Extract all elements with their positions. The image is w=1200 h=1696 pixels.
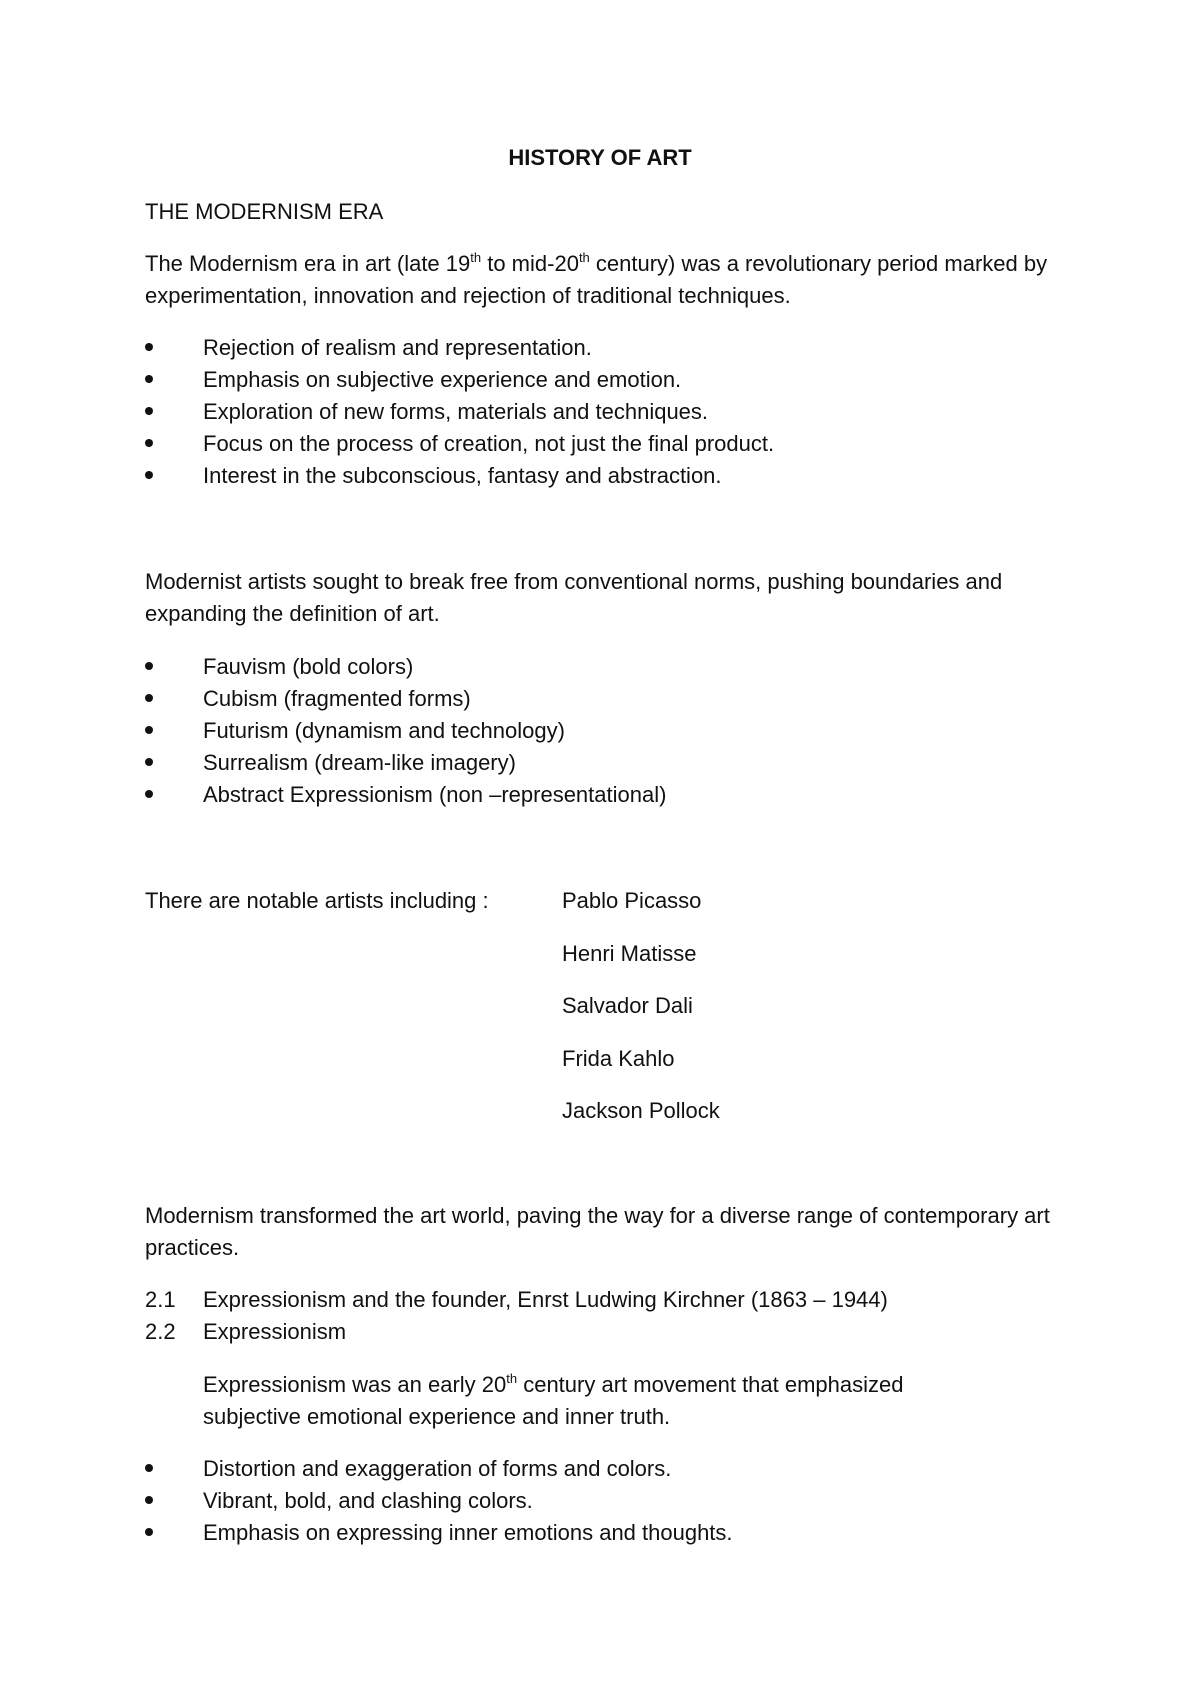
numbered-list bbox=[145, 1284, 1065, 1348]
item-number: 2.2 bbox=[145, 1319, 176, 1344]
artists-label: There are notable artists including : bbox=[145, 888, 489, 913]
section-heading: THE MODERNISM ERA bbox=[145, 199, 384, 224]
list-item: Vibrant, bold, and clashing colors. bbox=[145, 1485, 1065, 1517]
intro-text-2: to mid-20 bbox=[481, 251, 579, 276]
list-item: Jackson Pollock bbox=[562, 1098, 720, 1123]
list-item: Emphasis on expressing inner emotions and thoughts. bbox=[145, 1517, 1065, 1549]
expressionism-text-1: Expressionism was an early 20 bbox=[203, 1372, 507, 1397]
list-item: Salvador Dali bbox=[562, 993, 693, 1018]
list-item: Distortion and exaggeration of forms and colors. bbox=[145, 1453, 1065, 1485]
intro-sup-2: th bbox=[578, 250, 590, 265]
list-item: Abstract Expressionism (non –representational) bbox=[145, 779, 1065, 811]
bullet-icon bbox=[145, 1496, 153, 1504]
list-item: Fauvism (bold colors) bbox=[145, 651, 1065, 683]
bullet-icon bbox=[145, 662, 153, 670]
bullet-icon bbox=[145, 343, 153, 351]
bullet-icon bbox=[145, 407, 153, 415]
list-item: Interest in the subconscious, fantasy and abstraction. bbox=[145, 460, 1065, 492]
list-item: Henri Matisse bbox=[562, 940, 697, 966]
expressionism-sup: th bbox=[506, 1371, 518, 1386]
expressionism-text-2: century art movement that emphasized subjective emotional experience and inner truth. bbox=[203, 1372, 904, 1429]
list-item: Futurism (dynamism and technology) bbox=[145, 715, 1065, 747]
list-item: Exploration of new forms, materials and techniques. bbox=[145, 396, 1065, 428]
conclusion-paragraph: Modernism transformed the art world, paving the way for a diverse range of contemporary art practices. bbox=[145, 1203, 1050, 1260]
item-number: 2.1 bbox=[145, 1287, 176, 1312]
list-item: 2.2 Expressionism bbox=[145, 1316, 1065, 1348]
intro-sup-1: th bbox=[470, 250, 482, 265]
bullet-icon bbox=[145, 694, 153, 702]
intro-text-1: The Modernism era in art (late 19 bbox=[145, 251, 471, 276]
bullet-icon bbox=[145, 758, 153, 766]
list-item: Pablo Picasso bbox=[562, 888, 702, 913]
bullet-icon bbox=[145, 1528, 153, 1536]
bullet-icon bbox=[145, 1464, 153, 1472]
list-item: Focus on the process of creation, not just the final product. bbox=[145, 428, 1065, 460]
expressionism-paragraph bbox=[203, 1369, 1003, 1433]
list-item: 2.1 Expressionism and the founder, Enrst Ludwing Kirchner (1863 – 1944) bbox=[145, 1284, 1065, 1316]
intro-paragraph bbox=[145, 248, 1065, 312]
page-title: HISTORY OF ART bbox=[508, 145, 692, 170]
artists-list bbox=[562, 885, 720, 1148]
list-item: Rejection of realism and representation. bbox=[145, 332, 1065, 364]
bullet-icon bbox=[145, 471, 153, 479]
list-item: Cubism (fragmented forms) bbox=[145, 683, 1065, 715]
intro-text-3: century) was a revolutionary period marked by experimentation, innovation and rejection of traditional techniques. bbox=[145, 251, 1048, 308]
list-item: Emphasis on subjective experience and emotion. bbox=[145, 364, 1065, 396]
bullet-icon bbox=[145, 726, 153, 734]
list-item: Surrealism (dream-like imagery) bbox=[145, 747, 1065, 779]
movements-list bbox=[145, 651, 1065, 811]
bullet-icon bbox=[145, 439, 153, 447]
expressionism-features-list bbox=[145, 1453, 1065, 1549]
features-list bbox=[145, 332, 1065, 492]
bullet-icon bbox=[145, 375, 153, 383]
list-item: Frida Kahlo bbox=[562, 1045, 675, 1071]
movements-intro: Modernist artists sought to break free from conventional norms, pushing boundaries and expanding the definition of art. bbox=[145, 569, 1003, 626]
bullet-icon bbox=[145, 790, 153, 798]
